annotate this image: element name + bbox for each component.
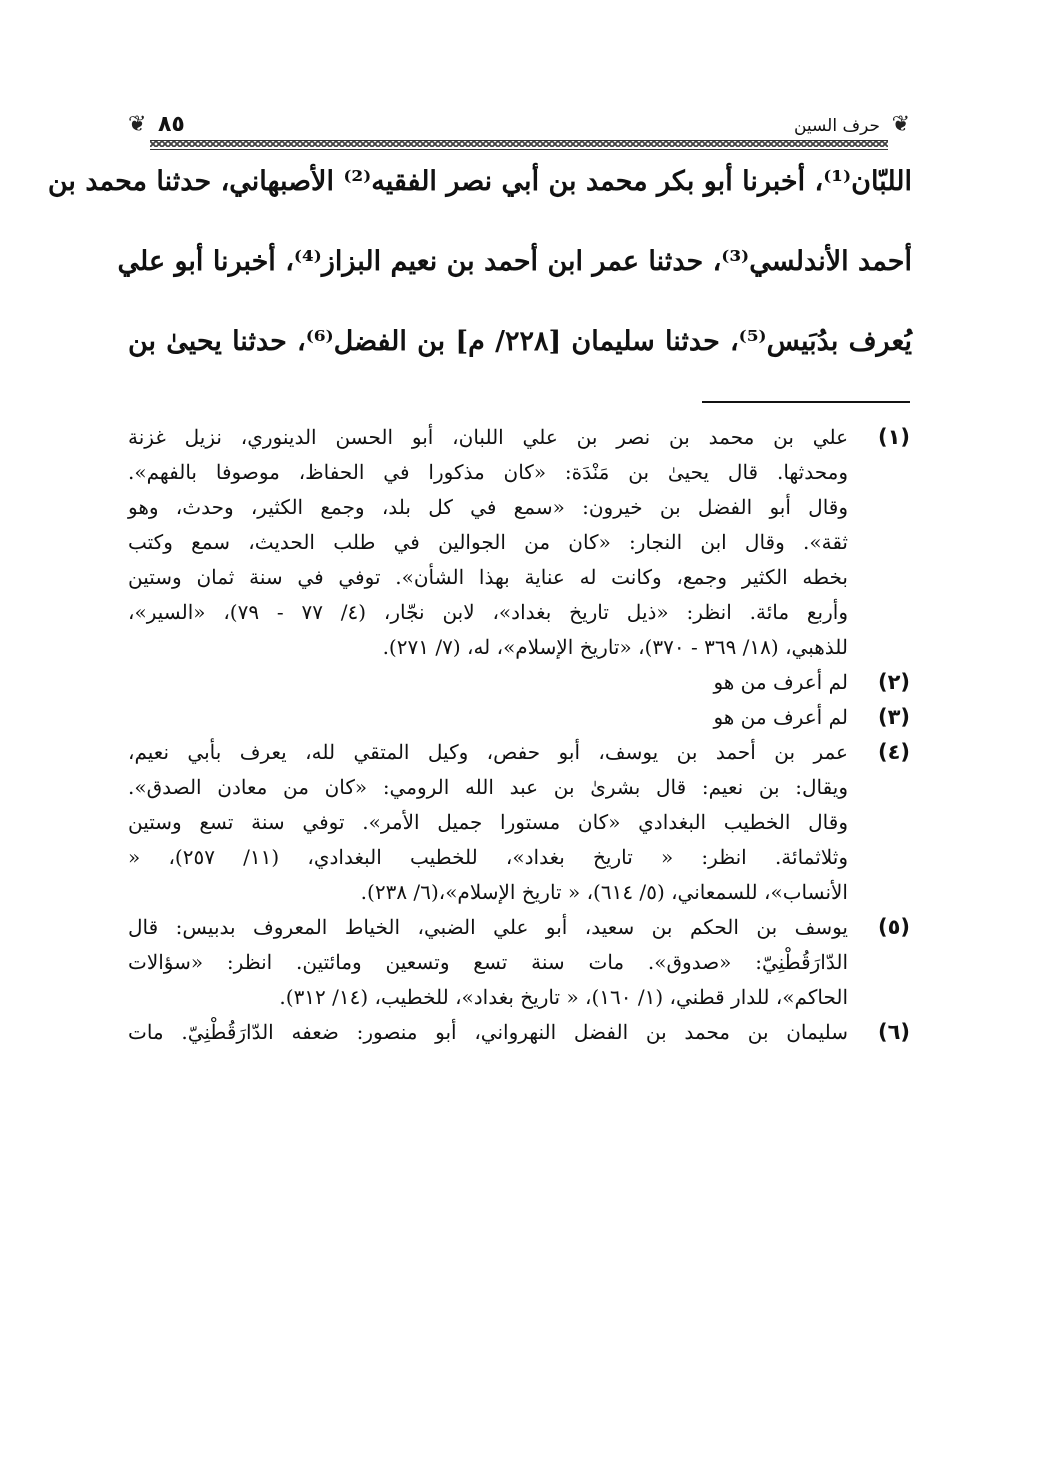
footnote-line: للذهبي، (١٨/ ٣٦٩ - ٣٧٠)، «تاريخ الإسلام»، له، (٧/ ٢٧١). <box>382 635 848 659</box>
footnote-line: ومحدثها. قال يحيىٰ بن مَنْدَة: «كان مذكورا في الحفاظ، موصوفا بالفهم». <box>128 460 848 484</box>
footnote-line: عمر بن أحمد بن يوسف، أبو حفص، وكيل المتقي لله، يعرف بأبي نعيم، <box>128 740 848 764</box>
footnote-6 <box>128 1015 910 1050</box>
footnote-number: (١) <box>877 425 910 449</box>
ornament-left-icon: ❦ <box>128 112 147 137</box>
footnote-line: وثلاثمائة. انظر: « تاريخ بغداد»، للخطيب البغدادي، (١١/ ٢٥٧)، « <box>128 845 848 869</box>
footnote-5 <box>128 910 910 1015</box>
page-header <box>128 108 910 156</box>
footnote-number: (٦) <box>877 1020 910 1044</box>
header-ornamental-rule <box>150 140 888 150</box>
main-text-line: يُعرف بدُبَيس⁽⁵⁾، حدثنا سليمان [٢٢٨/ م] بن الفضل⁽⁶⁾، حدثنا يحيىٰ بن <box>128 326 912 357</box>
footnote-3 <box>128 700 910 735</box>
footnote-line: وأربع مائة. انظر: «ذيل تاريخ بغداد»، لابن نجّار، (٤/ ٧٧ - ٧٩)، «السير»، <box>128 600 848 624</box>
footnote-line: علي بن محمد بن نصر بن علي اللبان، أبو الحسن الدينوري، نزيل غزنة <box>128 425 848 449</box>
footnotes <box>128 420 910 1050</box>
main-text <box>47 166 912 408</box>
footnote-line: الأنساب»، للسمعاني، (٥/ ٦١٤)، « تاريخ الإسلام»،(٦/ ٢٣٨). <box>360 880 848 904</box>
footnote-number: (٢) <box>877 670 910 694</box>
footnote-body <box>128 1015 848 1050</box>
footnote-line: بخطه الكثير وجمع، وكانت له عناية بهذا الشأن». توفي في سنة ثمان وستين <box>128 565 848 589</box>
main-text-line: اللبّان⁽¹⁾، أخبرنا أبو بكر محمد بن أبي نصر الفقيه⁽²⁾ الأصبهاني، حدثنا محمد بن <box>47 166 912 197</box>
main-text-line: أحمد الأندلسي⁽³⁾، حدثنا عمر ابن أحمد بن نعيم البزاز⁽⁴⁾، أخبرنا أبو علي <box>117 246 912 277</box>
footnote-line: ثقة». وقال ابن النجار: «كان من الجوالين في طلب الحديث، سمع وكتب <box>128 530 848 554</box>
footnote-4 <box>128 735 910 910</box>
footnote-line: سليمان بن محمد بن الفضل النهرواني، أبو منصور: ضعفه الدّارَقُطْنِيّ. مات <box>128 1020 848 1044</box>
footnote-body <box>128 700 848 735</box>
footnote-line: وقال الخطيب البغدادي «كان مستورا جميل الأمر». توفي سنة تسع وستين <box>128 810 848 834</box>
footnote-body <box>128 420 848 665</box>
footnote-line: الحاكم»، للدار قطني، (١/ ١٦٠)، « تاريخ بغداد»، للخطيب، (١٤/ ٣١٢). <box>279 985 848 1009</box>
footnote-2 <box>128 665 910 700</box>
footnote-number: (٣) <box>877 705 910 729</box>
footnote-number: (٤) <box>877 740 910 764</box>
footnote-line: يوسف بن الحكم بن سعيد، أبو علي الضبي، الخياط المعروف بدبيس: قال <box>128 915 849 939</box>
footnote-line: لم أعرف من هو <box>713 670 848 694</box>
footnote-line: وقال أبو الفضل بن خيرون: «سمع في كل بلد، وجمع الكثير، وحدث، وهو <box>128 495 848 519</box>
page-number: ٨٥ <box>158 112 185 137</box>
footnote-1 <box>128 420 910 665</box>
footnote-separator <box>702 401 910 403</box>
footnote-number: (٥) <box>877 915 910 939</box>
footnote-body <box>128 910 848 1015</box>
footnote-body <box>128 665 848 700</box>
footnote-body <box>128 735 848 910</box>
chapter-title: حرف السين <box>793 116 880 136</box>
footnote-line: ويقال: بن نعيم: قال بشرىٰ بن عبد الله الرومي: «كان من معادن الصدق». <box>128 775 848 799</box>
footnote-line: الدّارَقُطْنِيّ: «صدوق». مات سنة تسع وتسعين ومائتين. انظر: «سؤالات <box>128 950 848 974</box>
ornament-right-icon: ❦ <box>891 112 910 137</box>
footnote-line: لم أعرف من هو <box>713 705 848 729</box>
